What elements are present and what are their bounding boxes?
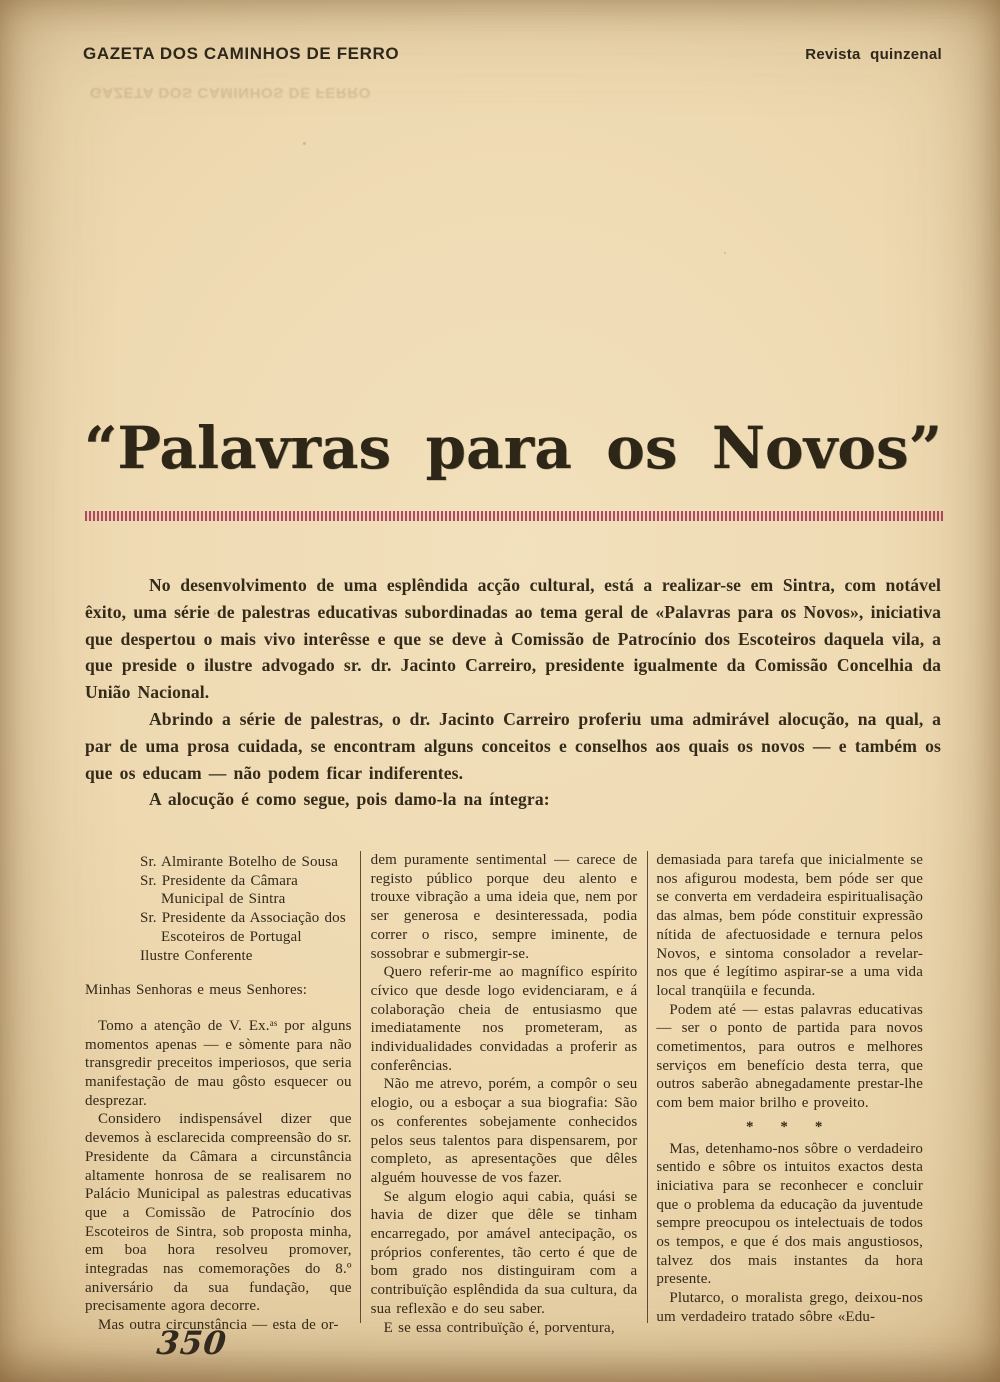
salutation-line: Ilustre Conferente [140, 947, 253, 964]
body-paragraph: dem puramente sentimental — carece de registo público porque deu alento e trouxe vibração a uma ideia que, nem por ser generosa e desinteressada, podia correr o risco, sempre iminente, de sossobrar e submergir-se. [370, 852, 638, 962]
edition-label: Revista quinzenal [805, 46, 942, 63]
lead-paragraph: A alocução é como segue, pois damo-la na íntegra: [149, 789, 550, 810]
salutation-line: Sr. Presidente da Associação dos Escoteiros de Portugal [140, 910, 346, 945]
body-paragraph: Podem até — estas palavras educativas — ser o ponto de partida para novos cometimentos, para outros e melhores serviços em benefício desta terra, que outros saberão abnegadamente prestar-lhe com bem maior brilho e proveito. [656, 1001, 924, 1112]
salutation-block [85, 853, 352, 965]
column-1 [85, 851, 352, 1334]
article-title: “Palavras para os Novos” [84, 414, 942, 482]
column-2 [360, 851, 649, 1336]
body-paragraph: Se algum elogio aqui cabia, quási se havia de dizer que dêle se tinham encarregado, por amável antecipação, os próprios conferentes, tão certo é que de bom grado nos distinguiram com a contribuïção esplêndida da sua cultura, da sua reflexão e do seu saber. [370, 1188, 638, 1317]
asterisk-separator: * * * [745, 1118, 834, 1135]
lead-section [85, 572, 941, 813]
columns-section [85, 851, 924, 1336]
body-paragraph: demasiada para tarefa que inicialmente se nos afigurou modesta, bem póde ser que se converta em verdadeira espiritualisação das almas, bem póde constituir expressão nítida de afectuosidade e ternura pelos Novos, e sintoma consolador a revelar-nos que é legítimo aspirar-se a uma vida local tranqüila e fecunda. [656, 852, 924, 999]
page-header [83, 44, 942, 64]
masthead-showthrough: GAZETA DOS CAMINHOS DE FERRO [90, 84, 371, 101]
masthead: GAZETA DOS CAMINHOS DE FERRO [83, 44, 400, 63]
body-paragraph: Quero referir-me ao magnífico espírito cívico que desde logo evidenciaram, e á colaboração cheia de entusiasmo que imediatamente nos prometeram, as individualidades convidadas a proferir as conferências. [370, 964, 638, 1074]
decorative-rule [85, 511, 943, 521]
greeting-line: Minhas Senhoras e meus Senhores: [85, 982, 308, 999]
paper-speck [303, 142, 306, 145]
body-paragraph: Não me atrevo, porém, a compôr o seu elogio, ou a esboçar a sua biografia: São os conferentes sobejamente conhecidos pelos seus talentos para dispensarem, por completo, as apresentações que dêles alguém houvesse de vos fazer. [370, 1076, 638, 1186]
lead-paragraph: No desenvolvimento de uma esplêndida acção cultural, está a realizar-se em Sintra, com notável êxito, uma série de palestras educativas subordinadas ao tema geral de «Palavras para os Novos», iniciativa que despertou o mais vivo interêsse e que se deve à Comissão de Patrocínio dos Escoteiros daquela vila, a que preside o ilustre advogado sr. dr. Jacinto Carreiro, presidente igualmente da Comissão Concelhia da União Nacional. [85, 575, 941, 703]
salutation-line: Sr. Almirante Botelho de Sousa [140, 854, 339, 870]
body-paragraph: Mas, detenhamo-nos sôbre o verdadeiro sentido e sôbre os intuitos exactos desta iniciativa para se reconhecer e concluir que o problema da educação da juventude sempre preocupou os intelectuais de todos os tempos, e que é dos mais angustiosos, talvez dos mais instantes da hora presente. [656, 1140, 924, 1288]
salutation-line: Sr. Presidente da Câmara Municipal de Sintra [140, 872, 298, 908]
column-3 [656, 851, 923, 1323]
paper-speck [724, 252, 726, 254]
body-paragraph: Plutarco, o moralista grego, deixou-nos um verdadeiro tratado sôbre «Edu- [656, 1290, 924, 1325]
lead-paragraph: Abrindo a série de palestras, o dr. Jacinto Carreiro proferiu uma admirável alocução, na qual, a par de uma prosa cuidada, se encontram alguns conceitos e conselhos aos quais os novos — e também os que os educam — não podem ficar indiferentes. [85, 708, 941, 783]
body-paragraph: Considero indispensável dizer que devemos à esclarecida compreensão do sr. Presidente da Câmara a circunstância altamente honrosa de se realisarem no Palácio Municipal as palestras educativas que a Comissão de Patrocínio dos Escoteiros de Sintra, sob proposta minha, em boa hora resolveu promover, integradas nas comemorações do 8.º aniversário da sua fundação, que precisamente agora decorre. [85, 1111, 352, 1315]
body-paragraph: Tomo a atenção de V. Ex.ᵃˢ por alguns momentos apenas — e sòmente para não transgredir preceitos imperiosos, que seria manifestação de mau gôsto esquecer ou desprezar. [85, 1017, 352, 1109]
body-paragraph: E se essa contribuïção é, porventura, [383, 1319, 615, 1336]
page-number: 350 [155, 1324, 229, 1362]
body-paragraph: Mas outra circunstância — esta de or- [98, 1317, 339, 1334]
